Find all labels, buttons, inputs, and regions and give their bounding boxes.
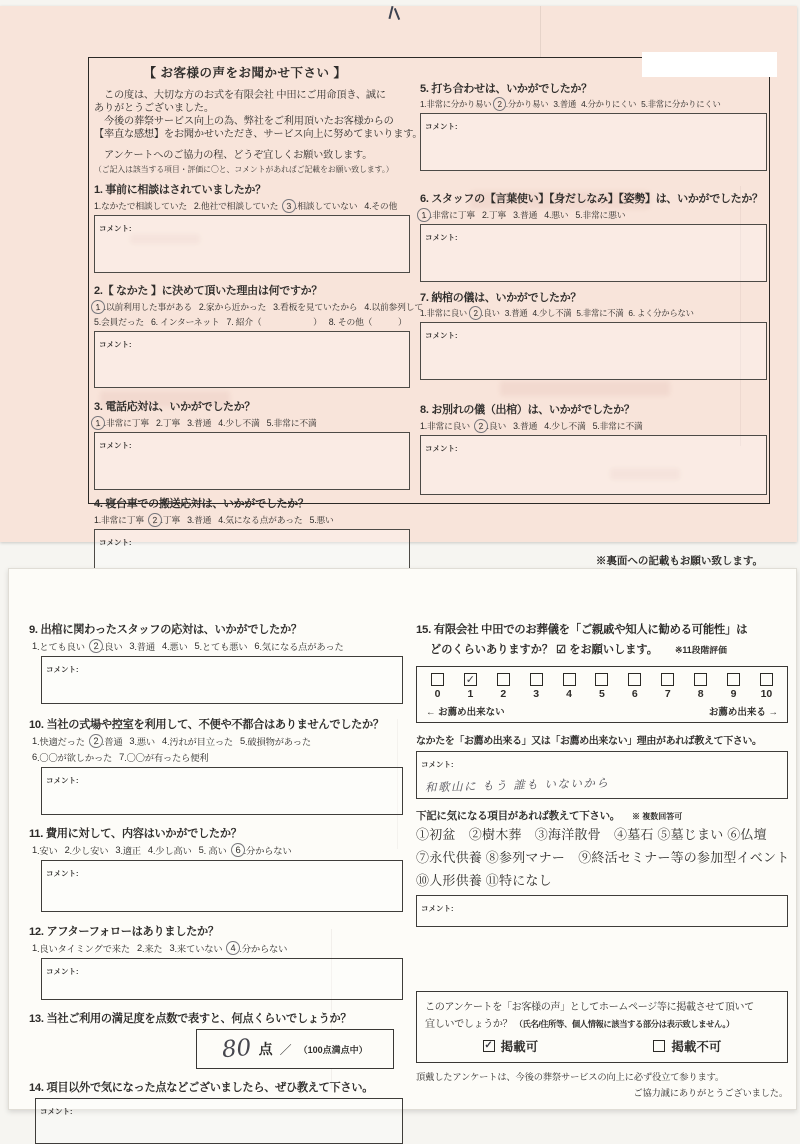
handwritten-circle: 2 [473, 418, 488, 433]
comment-box[interactable] [94, 215, 410, 273]
option-row [420, 208, 767, 221]
option-number: 4 [161, 641, 167, 651]
option-4[interactable]: 4 .少し不満 [544, 420, 586, 431]
option-2[interactable]: 2 .他社で相談していた [193, 200, 279, 211]
option-7[interactable]: 7 .〇〇が有ったら便利 [119, 752, 209, 763]
option-5[interactable]: 5 .会員だった [94, 316, 144, 327]
nps-number: 5 [599, 688, 605, 700]
option-row [32, 843, 403, 857]
option-number: 3 [129, 736, 135, 746]
option-number: 1 [420, 308, 425, 318]
handwritten-circle: 2 [468, 305, 483, 320]
intro-line: 【率直な感想】をお聞かせいただき、サービス向上に努めてまいります。 [94, 129, 423, 140]
nps-option-9[interactable] [720, 673, 747, 700]
option-2[interactable]: 2 .少し安い [64, 845, 109, 856]
option-number: 6 [32, 752, 37, 762]
handwritten-circle: 1 [416, 207, 431, 222]
comment-label: コメント: [425, 331, 458, 340]
multiple-answers-note: ※ 複数回答可 [632, 812, 683, 821]
front-left-column [94, 58, 423, 587]
option-row [32, 750, 403, 764]
comment-box[interactable] [41, 767, 403, 815]
option-5[interactable]: 5 . 高い [198, 845, 227, 856]
publish-denied-label: 掲載不可 [671, 1040, 722, 1054]
option-number: 3 [115, 845, 121, 855]
option-7[interactable]: 7 . 紹介（ ） [226, 316, 322, 327]
items-prompt: 下記に気になる項目があれば教えて下さい。 [416, 810, 620, 822]
cooperation-request: アンケートへのご協力の程、どうぞ宜しくお願い致します。 [94, 150, 373, 161]
question-13 [29, 1010, 403, 1069]
option-3[interactable]: 3 .普通 [129, 641, 155, 652]
comment-label: コメント: [425, 122, 458, 131]
question-title: 12. アフターフォローはありましたか？ [29, 926, 219, 938]
checked-checkbox[interactable]: ✓ [465, 674, 475, 686]
handwritten-circle: 3 [282, 198, 297, 213]
nps-number: 4 [566, 688, 572, 700]
option-4[interactable]: 4 .その他 [364, 200, 398, 211]
front-right-column [420, 80, 767, 568]
nps-option-3[interactable] [523, 673, 550, 700]
option-4[interactable]: 4 .少し不満 [218, 417, 260, 428]
option-1[interactable]: 1 .快適だった [32, 736, 85, 747]
question-15-instruction: どのくらいありますか？ ☑ をお願いします。 [430, 644, 658, 656]
comment-box[interactable] [41, 958, 403, 1000]
option-number: 3 [504, 308, 510, 318]
fill-instruction-note: （ご記入は該当する項目・評価に〇と、コメントがあればご記載をお願い致します。） [94, 165, 394, 174]
option-1[interactable]: 1 .とても良い [32, 641, 85, 652]
question-title: 7. 納棺の儀は、いかがでしたか？ [420, 292, 582, 304]
option-5[interactable]: 5 .非常に不満 [266, 417, 317, 428]
option-number: 5 [198, 845, 204, 855]
question-3 [94, 398, 410, 490]
comment-label: コメント: [425, 444, 458, 453]
comment-label: コメント: [46, 967, 79, 976]
option-number: 3 [553, 99, 558, 109]
question-9 [29, 621, 403, 704]
option-3[interactable]: 3 .普通 [513, 209, 538, 220]
handwritten-score: 80 [221, 1034, 253, 1064]
option-number: 4 [364, 301, 370, 312]
nps-option-0[interactable] [424, 673, 451, 700]
survey-front-page [0, 6, 797, 567]
option-5[interactable]: 5 .とても悪い [194, 641, 248, 652]
nps-number: 1 [467, 688, 474, 700]
option-3[interactable]: 3 .看板を見ていたから [273, 301, 358, 312]
handwritten-circle: 6 [230, 842, 245, 857]
option-2[interactable]: 2 .来た [136, 943, 163, 954]
option-number: 3 [187, 514, 192, 525]
nps-number: 9 [730, 688, 737, 700]
nps-number: 8 [697, 688, 704, 700]
handwritten-circle: 4 [226, 940, 241, 955]
comment-box[interactable] [420, 322, 767, 380]
option-number: 5 [194, 641, 200, 651]
publish-allowed-option[interactable] [483, 1037, 539, 1055]
comment-label: コメント: [40, 1107, 73, 1116]
option-8[interactable]: 8 . その他（ ） [328, 316, 407, 327]
nps-option-1[interactable] [457, 673, 484, 700]
comment-box[interactable] [420, 224, 767, 282]
option-number: 5 [592, 420, 598, 431]
score-max-note: （100点満点中） [298, 1044, 368, 1055]
comment-label: コメント: [99, 538, 132, 547]
intro-line: ありがとうございました。 [94, 103, 214, 114]
option-3[interactable]: 3 .普通 [553, 99, 577, 109]
option-number: 3 [129, 641, 135, 651]
question-title: 1. 事前に相談はされていましたか？ [94, 184, 266, 196]
option-number: 4 [581, 99, 586, 109]
option-number: 5 [575, 209, 581, 220]
score-unit-label: 点 [258, 1041, 273, 1057]
comment-box[interactable] [420, 435, 767, 495]
option-4[interactable]: 4 .少し不満 [532, 308, 572, 318]
option-number: 5 [94, 316, 99, 327]
option-number: 4 [218, 417, 223, 428]
reason-prompt: なかたを「お薦め出来る」又は「お薦め出来ない」理由があれば教えて下さい。 [416, 736, 762, 747]
comment-box[interactable] [41, 860, 403, 912]
option-3[interactable]: 3 .普通 [513, 420, 538, 431]
comment-label: コメント: [46, 776, 79, 785]
option-5[interactable]: 5 .悪い [309, 514, 334, 525]
comment-label: コメント: [425, 233, 458, 242]
option-1[interactable]: 1 .非常に丁寧 [420, 208, 475, 221]
option-4[interactable]: 4 .悪い [161, 641, 188, 652]
option-6[interactable]: 6 . よく分からない [628, 308, 694, 318]
checkbox[interactable] [694, 673, 707, 686]
checkbox[interactable] [628, 673, 641, 686]
option-5[interactable]: 5 .非常に不満 [592, 420, 643, 431]
comment-box[interactable] [35, 1098, 403, 1144]
handwritten-circle: 2 [88, 733, 103, 748]
scale-left-label: ← お薦め出来ない [426, 707, 505, 718]
question-12 [29, 923, 403, 1000]
question-10 [29, 716, 403, 815]
publish-allowed-label: 掲載可 [500, 1040, 539, 1054]
question-title: 11. 費用に対して、内容はいかがでしたか？ [29, 828, 242, 840]
nps-scale [416, 666, 788, 723]
option-row [32, 639, 403, 653]
nps-number: 7 [664, 688, 671, 700]
option-1[interactable]: 1 .以前利用した事がある [94, 300, 192, 313]
question-11 [29, 825, 403, 912]
score-box[interactable] [196, 1029, 394, 1069]
option-1[interactable]: 1 .非常に丁寧 [94, 416, 149, 429]
comment-box[interactable] [94, 331, 410, 388]
option-number: 1 [94, 200, 99, 211]
option-2[interactable]: 2 .家から近かった [198, 301, 267, 312]
intro-line: この度は、大切な方のお式を有限会社 中田にご用命頂き、誠に [94, 90, 386, 101]
option-4[interactable]: 4 .少し高い [147, 845, 192, 856]
question-title: 3. 電話応対は、いかがでしたか？ [94, 401, 256, 413]
option-2[interactable]: 2 .丁寧 [481, 209, 507, 220]
intro-line: 今後の葬祭サービス向上の為、弊社をご利用頂いたお客様からの [94, 116, 394, 127]
handwritten-circle: 1 [90, 415, 105, 430]
option-number: 7 [119, 752, 125, 762]
option-row [94, 300, 423, 313]
option-4[interactable]: 4 .分かりにくい [581, 99, 637, 109]
question-title: 8. お別れの儀（出棺）は、いかがでしたか？ [420, 404, 635, 416]
question-15-title: 15. 有限会社 中田でのお葬儀を「ご親戚や知人に勧める可能性」は [416, 624, 748, 636]
handwritten-reason: 和歌山に もう 誰も いないから [424, 775, 610, 795]
option-number: 3 [273, 301, 278, 312]
publish-denied-option[interactable] [653, 1037, 721, 1055]
checkbox[interactable] [595, 673, 608, 686]
reason-comment-box[interactable] [416, 751, 788, 799]
option-number: 2 [136, 943, 142, 953]
item-options-line[interactable]: ⑩人形供養 ⑪特になし [416, 873, 552, 888]
question-14 [29, 1079, 403, 1144]
comment-box[interactable] [420, 113, 767, 171]
option-number: 5 [309, 514, 315, 525]
option-number: 4 [161, 736, 167, 746]
option-6[interactable]: 6 .〇〇が欲しかった [32, 752, 113, 763]
option-6[interactable]: 6 .気になる点があった [254, 641, 344, 652]
comment-box[interactable] [416, 895, 788, 927]
option-1[interactable]: 1 .良いタイミングで来た [32, 943, 130, 954]
option-2[interactable]: 2 .普通 [92, 734, 123, 748]
option-3[interactable]: 3 .普通 [504, 308, 528, 318]
option-number: 4 [147, 845, 153, 855]
option-number: 4 [218, 514, 223, 525]
nps-option-8[interactable] [687, 673, 714, 700]
nps-number: 0 [434, 688, 441, 700]
option-1[interactable]: 1 .安い [32, 845, 58, 856]
option-1[interactable]: 1 .なかたで相談していた [94, 200, 187, 211]
option-3[interactable]: 3 .悪い [129, 736, 155, 747]
nps-number: 6 [631, 688, 638, 700]
redacted-area [642, 52, 777, 77]
option-2[interactable]: 2 .丁寧 [155, 417, 181, 428]
option-number: 2 [198, 301, 204, 312]
option-row [32, 941, 403, 955]
form-border-box [88, 57, 770, 567]
option-number: 3 [187, 417, 192, 428]
publication-consent-box [416, 991, 788, 1063]
checkbox[interactable] [760, 673, 773, 686]
option-1[interactable]: 1 .非常に良い [420, 420, 470, 431]
option-number: 2 [481, 209, 487, 220]
option-6[interactable]: 6 .分からない [234, 843, 292, 857]
nps-option-6[interactable] [621, 673, 648, 700]
option-row [420, 419, 767, 432]
handwritten-circle: 2 [147, 512, 162, 527]
question-5 [420, 80, 767, 171]
comment-label: コメント: [421, 760, 454, 769]
option-5[interactable]: 5 .非常に悪い [575, 209, 626, 220]
intro-paragraph [94, 89, 423, 141]
question-title: 10. 当社の式場や控室を利用して、不便や不都合はありませんでしたか？ [29, 719, 384, 731]
form-title: 【 お客様の声をお聞かせ下さい 】 [143, 66, 347, 80]
option-1[interactable]: 1 .非常に良い [420, 308, 468, 318]
option-5[interactable]: 5 .非常に不満 [576, 308, 624, 318]
option-2[interactable]: 2 .良い [477, 419, 506, 432]
scale-right-label: お薦め出来る → [708, 707, 778, 718]
option-2[interactable]: 2 .良い [92, 639, 123, 653]
option-5[interactable]: 5 .非常に分かりにくい [641, 99, 721, 109]
option-2[interactable]: 2 .分かり易い [496, 98, 548, 110]
option-row [420, 307, 767, 319]
survey-back-page [8, 568, 797, 1116]
question-title: 2.【 なかた 】に決めて頂いた理由は何ですか？ [94, 285, 323, 297]
question-15-title-line2 [430, 641, 788, 657]
option-row [94, 513, 410, 526]
question-8 [420, 401, 767, 495]
checkbox[interactable] [431, 673, 444, 686]
nps-option-5[interactable] [588, 673, 615, 700]
footer-thanks-line2: ご協力誠にありがとうございました。 [633, 1088, 788, 1098]
question-title: 4. 寝台車での搬送応対は、いかがでしたか？ [94, 498, 309, 510]
option-4[interactable]: 4 .以前参列して [364, 301, 423, 312]
privacy-note: （氏名/住所等、個人情報に該当する部分は表示致しません。） [514, 1019, 735, 1029]
nps-option-10[interactable] [753, 673, 780, 700]
score-slash: ／ [279, 1042, 292, 1057]
option-6[interactable]: 6 . インターネット [150, 316, 220, 327]
option-number: 5 [266, 417, 272, 428]
comment-label: コメント: [99, 340, 132, 349]
comment-label: コメント: [421, 904, 454, 913]
publish-allowed-checkbox[interactable]: ✓ [484, 1040, 493, 1051]
option-number: 2 [193, 200, 199, 211]
option-3[interactable]: 3 .普通 [187, 417, 212, 428]
option-number: 2 [155, 417, 161, 428]
question-2 [94, 282, 423, 388]
comment-box[interactable] [41, 656, 403, 704]
option-number: 3 [513, 420, 518, 431]
option-4[interactable]: 4 .汚れが目立った [161, 736, 234, 747]
question-1 [94, 181, 410, 273]
option-number: 4 [364, 200, 370, 211]
questions-1-to-4 [94, 181, 423, 587]
option-3[interactable]: 3 .適正 [115, 845, 141, 856]
footer-thanks-line1: 頂戴したアンケートは、今後の葬祭サービスの向上に必ず役立て参ります。 [416, 1072, 724, 1082]
handwritten-circle: 2 [493, 96, 508, 111]
staple-mark [386, 6, 402, 24]
checkbox[interactable] [661, 673, 674, 686]
scale-note: ※11段階評価 [675, 645, 727, 655]
questions-5-to-8 [420, 80, 767, 495]
checkbox[interactable] [727, 673, 740, 686]
option-row [94, 199, 410, 212]
option-number: 3 [169, 943, 175, 953]
handwritten-circle: 1 [90, 299, 105, 314]
option-row [420, 98, 767, 110]
option-number: 1 [94, 514, 99, 525]
option-3[interactable]: 3 .普通 [187, 514, 212, 525]
option-2[interactable]: 2 .丁寧 [151, 513, 180, 526]
questions-9-to-12 [29, 621, 403, 1000]
nps-option-2[interactable] [490, 673, 517, 700]
question-7 [420, 289, 767, 380]
option-4[interactable]: 4 .分からない [229, 941, 287, 955]
item-options-line[interactable]: ⑦永代供養 ⑧参列マナー ⑨終活セミナー等の参加型イベント [416, 850, 790, 865]
nps-number: 2 [500, 688, 507, 700]
question-title: 9. 出棺に関わったスタッフの応対は、いかがでしたか？ [29, 624, 302, 636]
option-row [94, 416, 410, 429]
nps-number: 10 [760, 688, 773, 700]
option-5[interactable]: 5 .破損物があった [240, 736, 311, 747]
option-1[interactable]: 1 .非常に丁寧 [94, 514, 144, 525]
back-left-column [29, 621, 403, 1144]
nps-option-4[interactable] [556, 673, 583, 700]
option-3[interactable]: 3 .来ていない [169, 943, 223, 954]
option-2[interactable]: 2 .良い [472, 307, 500, 319]
nps-option-7[interactable] [654, 673, 681, 700]
item-options-line[interactable]: ①初盆 ②樹木葬 ③海洋散骨 ④墓石 ⑤墓じまい ⑥仏壇 [416, 827, 767, 842]
option-4[interactable]: 4 .気になる点があった [218, 514, 303, 525]
option-4[interactable]: 4 .悪い [544, 209, 569, 220]
option-number: 5 [240, 736, 246, 746]
checkbox[interactable] [497, 673, 510, 686]
option-number: 7 [226, 316, 232, 327]
option-number: 1 [32, 943, 37, 953]
question-title: 5. 打ち合わせは、いかがでしたか？ [420, 83, 592, 95]
publication-question-line1: このアンケートを「お客様の声」としてホームページ等に掲載させて頂いて [425, 1002, 754, 1013]
option-number: 1 [32, 641, 37, 651]
comment-box[interactable] [94, 432, 410, 490]
question-title: 13. 当社ご利用の満足度を点数で表すと、何点くらいでしょうか？ [29, 1013, 352, 1025]
question-6 [420, 190, 767, 282]
option-number: 1 [420, 420, 425, 431]
question-title: 14. 項目以外で気になった点などございましたら、ぜひ教えて下さい。 [29, 1082, 374, 1094]
option-number: 3 [513, 209, 518, 220]
option-number: 2 [64, 845, 70, 855]
question-title: 6. スタッフの【言葉使い】【身だしなみ】【姿勢】は、いかがでしたか？ [420, 193, 763, 205]
publish-denied-checkbox[interactable] [653, 1040, 665, 1052]
checkbox[interactable] [563, 673, 576, 686]
option-number: 6 [254, 641, 260, 651]
comment-label: コメント: [99, 224, 132, 233]
option-number: 4 [532, 308, 537, 318]
option-number: 6 [628, 308, 633, 318]
option-row [32, 734, 403, 748]
option-number: 5 [641, 99, 646, 109]
option-number: 1 [32, 845, 37, 855]
option-number: 4 [544, 420, 549, 431]
comment-label: コメント: [46, 869, 79, 878]
option-1[interactable]: 1 .非常に分かり易い [420, 99, 492, 109]
option-number: 8 [328, 316, 334, 327]
comment-label: コメント: [99, 441, 132, 450]
back-side-note: ※裏面への記載もお願い致します。 [595, 555, 763, 567]
option-number: 4 [544, 209, 549, 220]
nps-number: 3 [533, 688, 540, 700]
back-right-column [416, 621, 788, 1099]
option-3[interactable]: 3 .相談していない [285, 199, 357, 212]
option-number: 1 [32, 736, 37, 746]
comment-label: コメント: [46, 665, 79, 674]
handwritten-circle: 2 [88, 638, 103, 653]
option-number: 5 [576, 308, 581, 318]
option-number: 6 [150, 316, 156, 327]
option-row [94, 315, 410, 328]
option-number: 1 [420, 99, 425, 109]
publication-question-line2: 宜しいでしょうか？ [425, 1019, 513, 1030]
checkbox[interactable] [530, 673, 543, 686]
